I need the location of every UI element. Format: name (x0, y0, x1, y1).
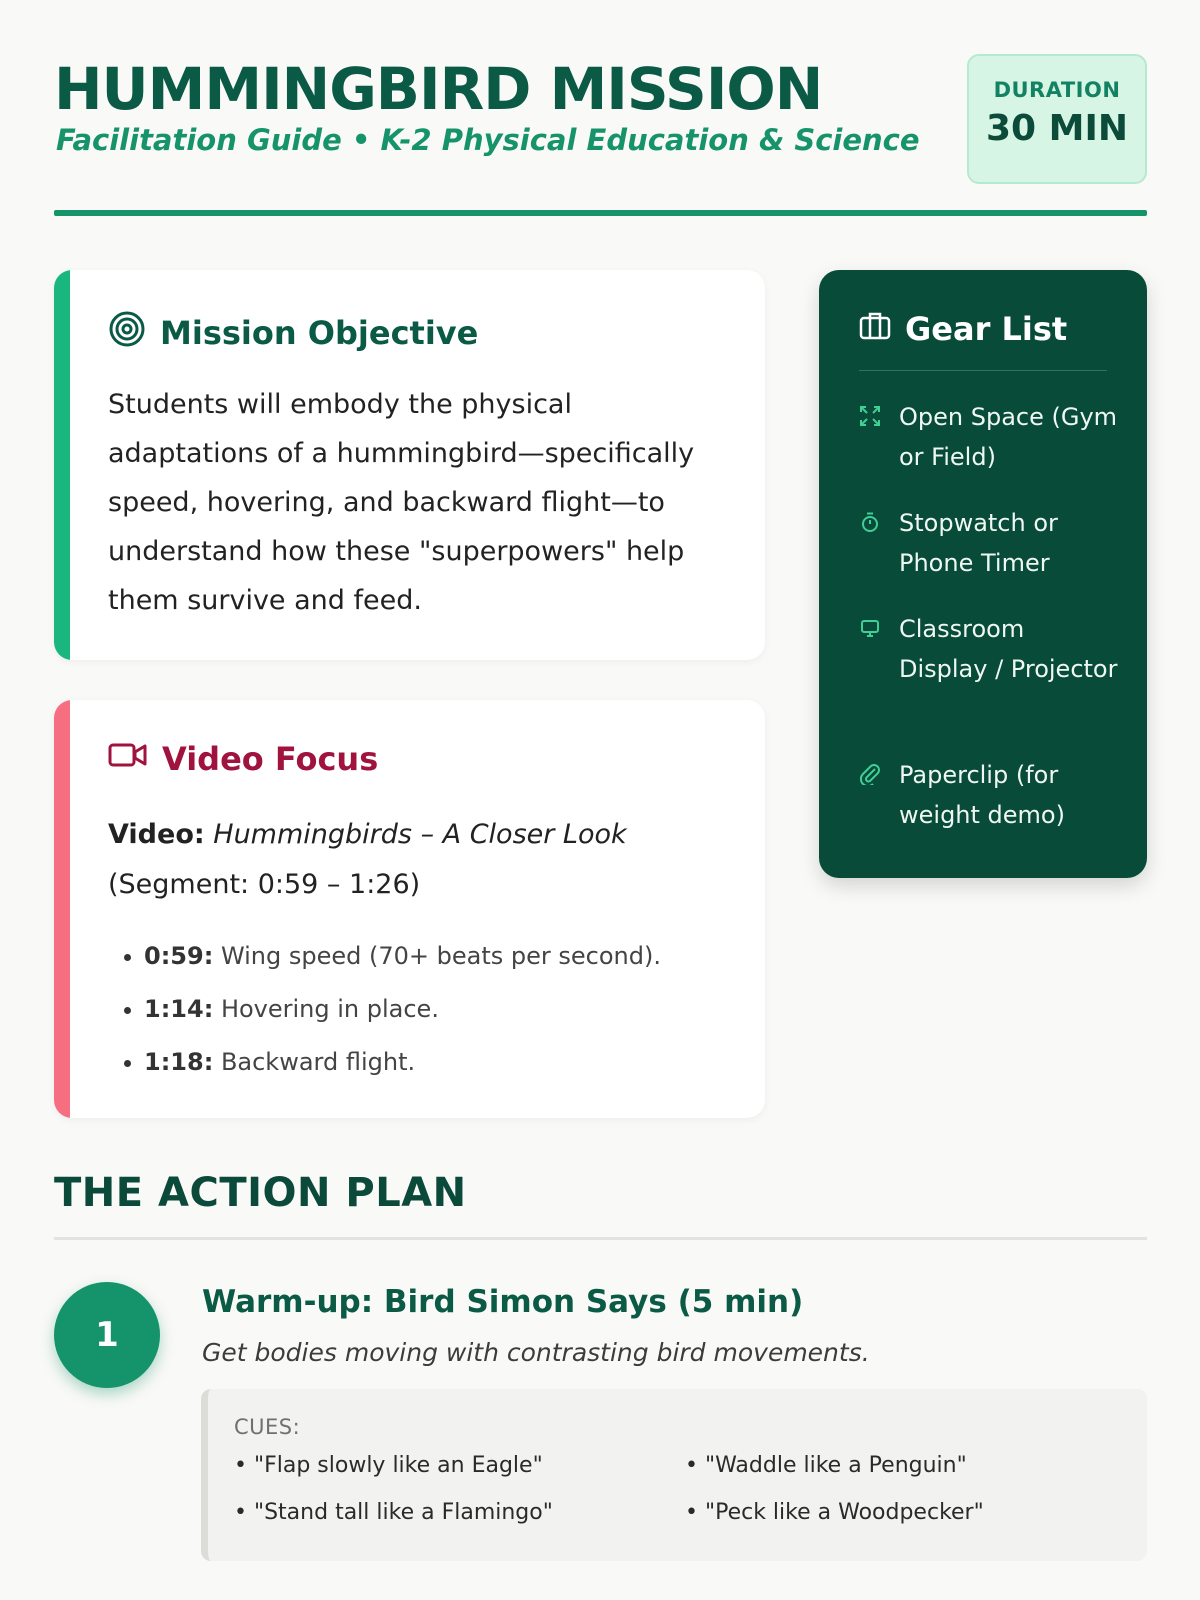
page-subtitle: Facilitation Guide • K-2 Physical Education & Science (56, 123, 920, 157)
gear-item-label: Classroom Display / Projector (899, 615, 1118, 683)
cue-item: • "Flap slowly like an Eagle" (234, 1453, 543, 1478)
paperclip-icon (859, 763, 881, 835)
page-title: HUMMINGBIRD MISSION (54, 55, 823, 123)
timestamp-text: Wing speed (70+ beats per second). (220, 942, 661, 970)
action-plan-divider (54, 1237, 1147, 1240)
video-accent-stripe (54, 700, 70, 1118)
video-timestamps-list (124, 930, 661, 1089)
stopwatch-icon (859, 511, 881, 583)
page (54, 0, 1147, 1600)
step-description: Get bodies moving with contrasting bird movements. (202, 1338, 870, 1367)
expand-icon (859, 405, 881, 477)
list-item (124, 930, 661, 983)
gear-item-display (859, 609, 1119, 689)
cue-item: • "Waddle like a Penguin" (685, 1453, 967, 1478)
action-plan-heading: THE ACTION PLAN (54, 1170, 467, 1216)
video-name: Hummingbirds – A Closer Look (213, 819, 627, 850)
gear-item-label: Paperclip (for weight demo) (899, 761, 1065, 829)
header-divider (54, 210, 1147, 216)
cue-item: • "Stand tall like a Flamingo" (234, 1500, 553, 1525)
video-description (108, 810, 728, 910)
video-label: Video: (108, 819, 205, 850)
duration-label: DURATION (993, 78, 1121, 102)
gear-item-open-space (859, 397, 1119, 477)
gear-item-label: Open Space (Gym or Field) (899, 403, 1118, 471)
video-segment: (Segment: 0:59 – 1:26) (108, 869, 421, 900)
step-number-badge: 1 (54, 1282, 160, 1388)
duration-value: 30 MIN (986, 108, 1128, 149)
timestamp: 0:59: (144, 942, 214, 970)
list-item (124, 1036, 661, 1089)
mission-objective-card (54, 270, 765, 660)
gear-item-paperclip (859, 755, 1119, 835)
video-focus-card (54, 700, 765, 1118)
objective-accent-stripe (54, 270, 70, 660)
timestamp-text: Hovering in place. (220, 995, 439, 1023)
step-title: Warm-up: Bird Simon Says (5 min) (202, 1284, 804, 1320)
duration-badge (967, 54, 1147, 184)
cues-label: CUES: (234, 1415, 301, 1439)
monitor-icon (859, 617, 881, 689)
gear-item-stopwatch (859, 503, 1119, 583)
cues-box (201, 1389, 1147, 1561)
gear-list-panel (819, 270, 1147, 878)
objective-text: Students will embody the physical adaptations of a hummingbird—specifically speed, hovering, and backward flight—to understand how these "superpowers" help them survive and feed. (108, 389, 695, 616)
video-title: Video Focus (162, 740, 379, 778)
timestamp: 1:14: (144, 995, 214, 1023)
objective-title: Mission Objective (160, 314, 479, 352)
cue-item: • "Peck like a Woodpecker" (685, 1500, 984, 1525)
gear-divider (859, 370, 1107, 371)
gear-heading (859, 310, 1067, 348)
video-heading (108, 740, 378, 778)
toolbox-icon (859, 310, 891, 348)
objective-heading (108, 310, 478, 356)
gear-title: Gear List (905, 310, 1068, 348)
list-item (124, 983, 661, 1036)
timestamp: 1:18: (144, 1048, 214, 1076)
timestamp-text: Backward flight. (220, 1048, 416, 1076)
video-camera-icon (108, 740, 148, 778)
header (54, 56, 1147, 186)
gear-item-label: Stopwatch or Phone Timer (899, 509, 1058, 577)
target-icon (108, 310, 146, 356)
